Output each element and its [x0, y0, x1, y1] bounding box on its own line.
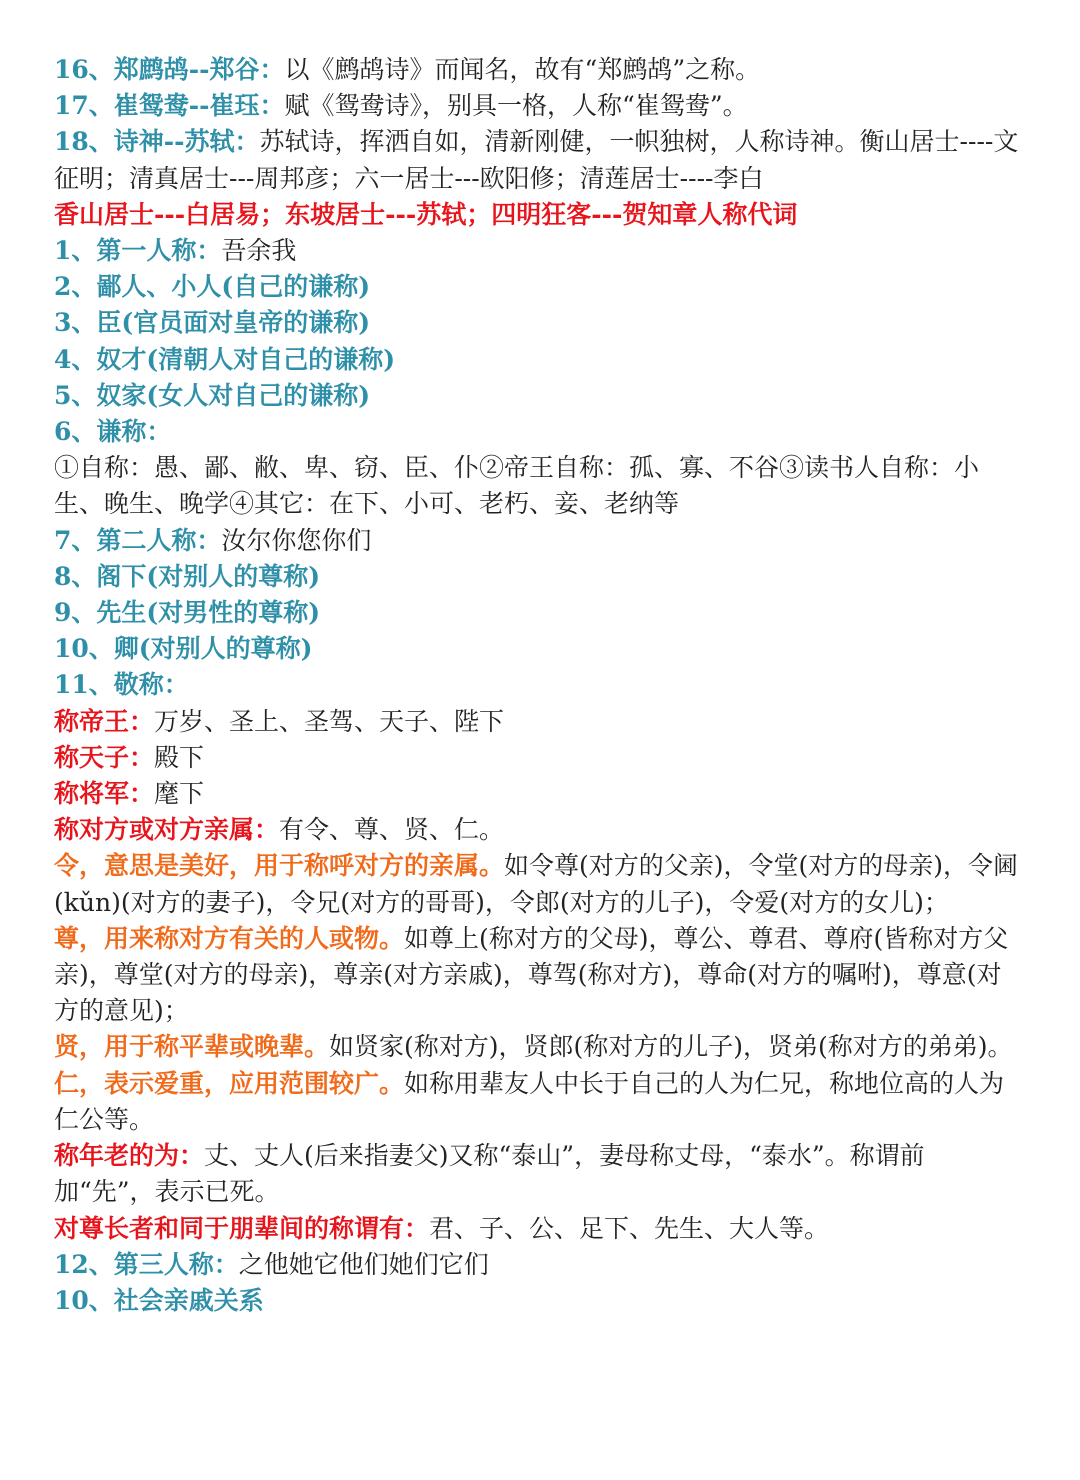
highlight-text: 仁，表示爱重，应用范围较广。 — [54, 1068, 405, 1098]
highlight-text: 香山居士---白居易；东坡居士---苏轼；四明狂客---贺知章人称代词 — [54, 199, 798, 229]
highlight-text: 称对方或对方亲属： — [54, 815, 280, 845]
highlight-text: 11、敬称： — [54, 670, 189, 700]
body-text: 如尊上(称对方的父母)，尊公、尊君、尊府(皆称对方父亲)，尊堂(对方的母亲)，尊亲(对方亲戚)，尊驾(称对方)，尊命(对方的嘱咐)，尊意(对方的意见)； — [54, 923, 1009, 1026]
text-line — [54, 52, 1024, 88]
text-line — [54, 704, 1024, 740]
text-line — [54, 1247, 1024, 1283]
highlight-text: 5、奴家(女人对自己的谦称) — [54, 380, 371, 410]
highlight-text: 10、社会亲戚关系 — [54, 1285, 264, 1315]
body-text: 万岁、圣上、圣驾、天子、陛下 — [154, 706, 505, 736]
text-line — [54, 1066, 1024, 1138]
body-text: ①自称：愚、鄙、敝、卑、窃、臣、仆②帝王自称：孤、寡、不谷③读书人自称：小生、晚生、晚学④其它：在下、小可、老朽、妾、老纳等 — [54, 453, 980, 519]
text-line — [54, 740, 1024, 776]
highlight-text: 称将军： — [54, 779, 155, 809]
highlight-text: 6、谦称： — [54, 417, 172, 447]
highlight-text: 尊，用来称对方有关的人或物。 — [54, 923, 405, 953]
body-text: 汝尔你您你们 — [221, 525, 372, 555]
text-line — [54, 450, 1024, 522]
text-line — [54, 812, 1024, 848]
body-text: 以《鹧鸪诗》而闻名，故有“郑鹧鸪”之称。 — [284, 55, 761, 84]
highlight-text: 1、第一人称： — [54, 236, 222, 266]
highlight-text: 18、诗神--苏轼： — [54, 127, 260, 157]
text-line — [54, 1029, 1024, 1065]
body-text: 如贤家(称对方)，贤郎(称对方的儿子)，贤弟(称对方的弟弟)。 — [329, 1032, 1013, 1062]
body-text: 苏轼诗，挥洒自如，清新刚健，一帜独树，人称诗神。衡山居士----文征明；清真居士---周邦彦；六一居士---欧阳修；清莲居士----李白 — [54, 127, 1019, 193]
text-line — [54, 595, 1024, 631]
text-line — [54, 269, 1024, 305]
highlight-text: 3、臣(官员面对皇帝的谦称) — [54, 308, 371, 338]
highlight-text: 16、郑鹧鸪--郑谷： — [54, 55, 285, 84]
text-line — [54, 523, 1024, 559]
body-text: 之他她它他们她们它们 — [238, 1249, 489, 1279]
text-line — [54, 197, 1024, 233]
highlight-text: 4、奴才(清朝人对自己的谦称) — [54, 344, 396, 374]
body-text: 吾余我 — [221, 236, 297, 266]
highlight-text: 12、第三人称： — [54, 1249, 239, 1279]
highlight-text: 贤，用于称平辈或晚辈。 — [54, 1032, 330, 1062]
text-line — [54, 667, 1024, 703]
body-text: 赋《鸳鸯诗》，别具一格，人称“崔鸳鸯”。 — [284, 91, 748, 121]
text-line — [54, 305, 1024, 341]
highlight-text: 2、鄙人、小人(自己的谦称) — [54, 272, 371, 302]
highlight-text: 17、崔鸳鸯--崔珏： — [54, 91, 285, 121]
text-line — [54, 921, 1024, 1030]
text-line — [54, 776, 1024, 812]
text-line — [54, 88, 1024, 124]
highlight-text: 称天子： — [54, 742, 155, 772]
highlight-text: 9、先生(对男性的尊称) — [54, 598, 321, 628]
text-line — [54, 124, 1024, 196]
body-text: 有令、尊、贤、仁。 — [279, 815, 505, 845]
text-line — [54, 848, 1024, 920]
text-line — [54, 1138, 1024, 1210]
text-line — [54, 559, 1024, 595]
highlight-text: 称帝王： — [54, 706, 155, 736]
text-line — [54, 1283, 1024, 1319]
text-line — [54, 414, 1024, 450]
body-text: 丈、丈人(后来指妻父)又称“泰山”，妻母称丈母，“泰水”。称谓前加“先”，表示已死。 — [54, 1141, 925, 1207]
body-text: 麾下 — [154, 779, 205, 809]
body-text: 君、子、公、足下、先生、大人等。 — [429, 1213, 830, 1243]
text-line — [54, 631, 1024, 667]
highlight-text: 7、第二人称： — [54, 525, 222, 555]
highlight-text: 令，意思是美好，用于称呼对方的亲属。 — [54, 851, 505, 881]
body-text: 如称用辈友人中长于自己的人为仁兄，称地位高的人为仁公等。 — [54, 1068, 1005, 1134]
highlight-text: 10、卿(对别人的尊称) — [54, 634, 313, 664]
body-text: 如令尊(对方的父亲)，令堂(对方的母亲)，令阃(kǔn)(对方的妻子)，令兄(对方的哥哥)，令郎(对方的儿子)，令爱(对方的女儿)； — [54, 851, 1019, 917]
text-line — [54, 1211, 1024, 1247]
text-line — [54, 233, 1024, 269]
highlight-text: 对尊长者和同于朋辈间的称谓有： — [54, 1213, 430, 1243]
body-text: 殿下 — [154, 742, 205, 772]
text-line — [54, 342, 1024, 378]
highlight-text: 称年老的为： — [54, 1141, 205, 1171]
highlight-text: 8、阁下(对别人的尊称) — [54, 561, 321, 591]
text-line — [54, 378, 1024, 414]
